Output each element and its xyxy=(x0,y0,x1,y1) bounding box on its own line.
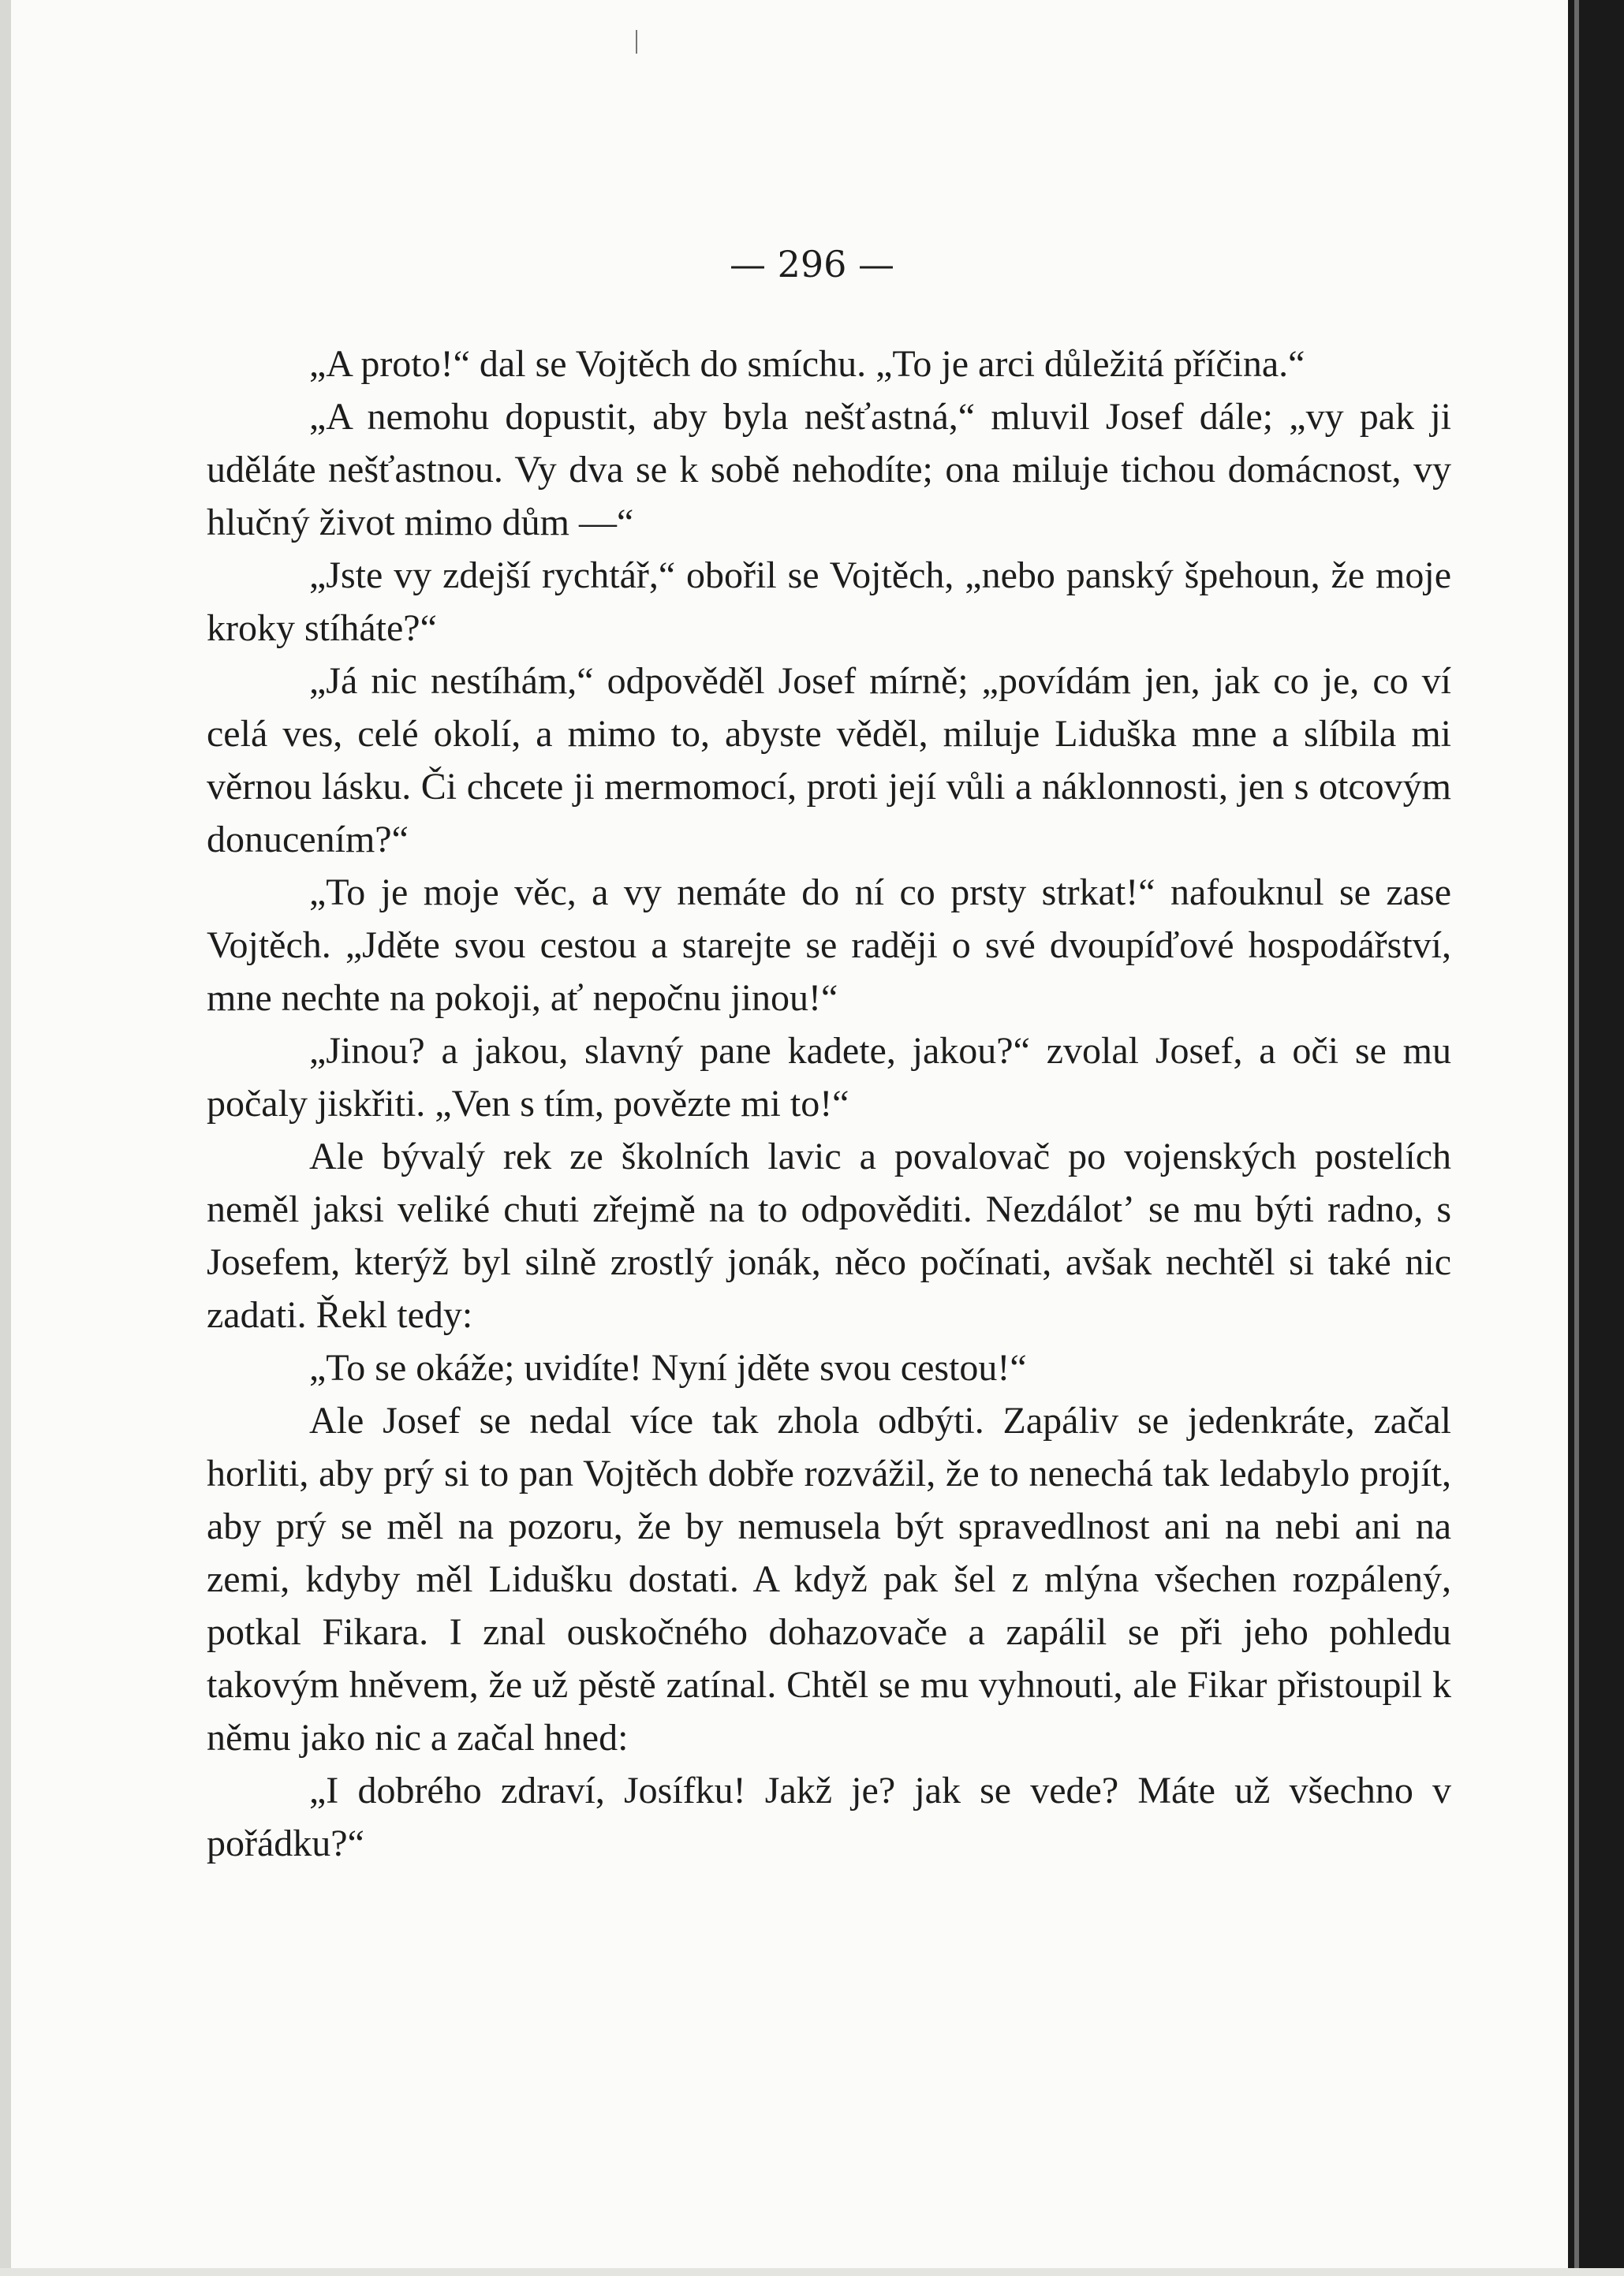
page-bottom-edge xyxy=(0,2268,1624,2276)
paragraph: „Jinou? a jakou, slavný pane kadete, jakou?“ zvolal Josef, a oči se mu počaly jiskřiti. „Ven s tím, povězte mi to!“ xyxy=(207,1030,1451,1125)
paragraph: Ale bývalý rek ze školních lavic a povalovač po vojenských postelích neměl jaksi veliké chuti zřejmě na to odpověditi. Nezdálotʼ se mu býti radno, s Josefem, kterýž byl silně zrostlý jonák, něco počínati, avšak nechtěl si také nic zadati. Řekl tedy: xyxy=(207,1136,1451,1336)
page-number: — 296 — xyxy=(729,243,895,285)
scan-border-right-inner xyxy=(1574,0,1579,2276)
paragraph: „A nemohu dopustit, aby byla nešťastná,“ mluvil Josef dále; „vy pak ji uděláte nešťastnou. Vy dva se k sobě nehodíte; ona miluje tichou domácnost, vy hlučný život mimo dům —“ xyxy=(207,396,1451,543)
paragraph: „I dobrého zdraví, Josífku! Jakž je? jak se vede? Máte už všechno v pořádku?“ xyxy=(207,1770,1451,1864)
paragraph: „Jste vy zdejší rychtář,“ obořil se Vojtěch, „nebo panský špehoun, že moje kroky stíháte?“ xyxy=(207,554,1451,649)
paragraph: „To je moje věc, a vy nemáte do ní co prsty strkat!“ nafouknul se zase Vojtěch. „Jděte svou cestou a starejte se raději o své dvoupíďové hospodářství, mne nechte na pokoji, ať nepočnu jinou!“ xyxy=(207,871,1451,1019)
paragraph: „To se okáže; uvidíte! Nyní jděte svou cestou!“ xyxy=(309,1347,1027,1389)
paragraph: „A proto!“ dal se Vojtěch do smíchu. „To je arci důležitá příčina.“ xyxy=(309,343,1305,385)
page-left-edge xyxy=(0,0,11,2276)
paragraph: „Já nic nestíhám,“ odpověděl Josef mírně; „povídám jen, jak co je, co ví celá ves, celé okolí, a mimo to, abyste věděl, miluje Liduška mne a slíbila mi věrnou lásku. Či chcete ji mermomocí, proti její vůli a náklonnosti, jen s otcovým donucením?“ xyxy=(207,660,1451,860)
body-text xyxy=(207,338,1451,1870)
scan-mark xyxy=(636,30,637,54)
paragraph: Ale Josef se nedal více tak zhola odbýti. Zapáliv se jedenkráte, začal horliti, aby prý si to pan Vojtěch dobře rozvážil, že to nenechá tak ledabylo projít, aby prý se měl na pozoru, že by nemusela být spravedlnost ani na nebi ani na zemi, kdyby měl Lidušku dostati. A když pak šel z mlýna všechen rozpálený, potkal Fikara. I znal ouskočného dohazovače a zapálil se při jeho pohledu takovým hněvem, že už pěstě zatínal. Chtěl se mu vyhnouti, ale Fikar přistoupil k němu jako nic a začal hned: xyxy=(207,1400,1451,1759)
